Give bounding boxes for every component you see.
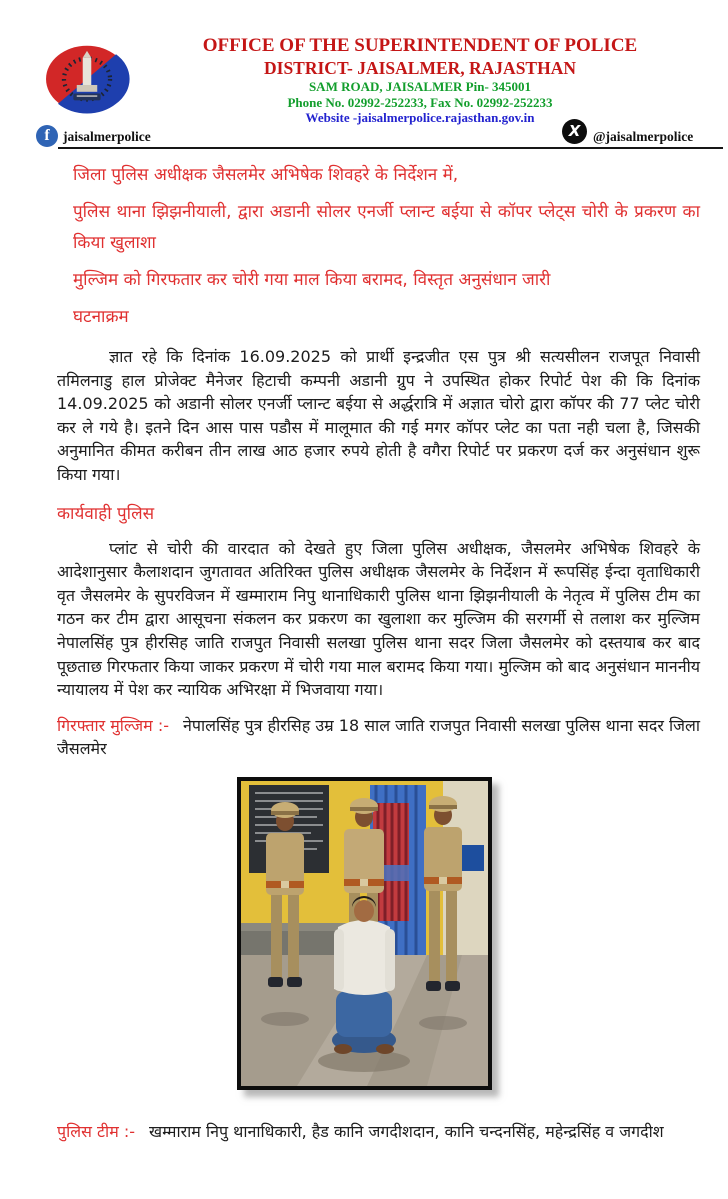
headline-arrest: मुल्जिम को गिरफतार कर चोरी गया माल किया बरामद, विस्तृत अनुसंधान जारी <box>73 270 551 290</box>
district-title: DISTRICT- JAISALMER, RAJASTHAN <box>264 58 576 78</box>
incident-paragraph: ज्ञात रहे कि दिनांक 16.09.2025 को प्रार्थी इन्द्रजीत एस पुत्र श्री सत्यसीलन राजपूत निवासी तमिलनाडु हाल प्रोजेक्ट मैनेजर हिटाची कम्पनी अडानी ग्रुप ने उपस्थित होकर रिपोर्ट पेश की कि दिनांक 14.09.2025 को अडानी सोलर एनर्जी प्लान्ट बईया से अर्द्धरात्रि में अज्ञात चोरो द्वारा कॉपर की 77 प्लेट चोरी कर ले गये है। इतने दिन आस पास पडौस में मालूमात की गई मगर कॉपर प्लेट का पता नही चला है, जिसकी अनुमानित कीमत करीबन तीन लाख आठ हजार रुपये होती है वगैरा रिपोर्ट पर प्रकरण दर्ज कर अनुसंधान शुरू किया गया। <box>57 347 700 484</box>
section-heading-incident: घटनाक्रम <box>73 307 129 327</box>
police-team-line <box>57 1120 700 1144</box>
police-team-label: पुलिस टीम :- <box>57 1121 136 1141</box>
arrested-line <box>57 714 700 761</box>
blue-signboard <box>462 845 484 871</box>
police-action-paragraph: प्लांट से चोरी की वारदात को देखते हुए जिला पुलिस अधीक्षक, जैसलमेर अभिषेक शिवहरे के आदेशानुसार कैलाशदान जुगतावत अतिरिक्त पुलिस अधीक्षक जैसलमेर के निर्देशन में रूपसिंह ईन्दा वृताधिकारी वृत जैसलमेर के सुपरविजन में खम्माराम निपु थानाधिकारी पुलिस थाना झिझनीयाली के नेतृत्व में पुलिस टीम का गठन कर टीम द्वारा आसूचना संकलन कर प्रकरण का खुलाशा कर मुल्जिम की सरगर्मी से तलाश कर मुल्जिम नेपालसिंह पुत्र हीरसिह जाति राजपुत निवासी सलखा पुलिस थाना सदर जिला जैसलमेर को दस्तयाब कर बाद पूछताछ गिरफतार किया जाकर प्रकरण में चोरी गया माल बरामद किया गया। मुल्जिम को बाद अनुसंधान माननीय न्यायालय में पेश कर न्यायिक अभिरक्षा में भिजवाया गया। <box>57 538 700 700</box>
letterhead-title-block <box>130 34 710 126</box>
police-emblem-logo <box>44 44 130 114</box>
arrested-label: गिरफ्तार मुल्जिम :- <box>57 715 170 735</box>
x-twitter-icon[interactable]: X <box>562 119 587 144</box>
arrested-detail: नेपालसिंह पुत्र हीरसिह उम्र 18 साल जाति राजपुत निवासी सलखा पुलिस थाना सदर जिला जैसलमेर <box>57 715 701 759</box>
section-heading-police-action: कार्यवाही पुलिस <box>57 503 155 524</box>
letterhead <box>0 0 728 150</box>
facebook-handle[interactable]: jaisalmerpolice <box>63 129 151 144</box>
office-title: OFFICE OF THE SUPERINTENDENT OF POLICE <box>202 35 638 56</box>
address-line: SAM ROAD, JAISALMER Pin- 345001 <box>308 79 532 94</box>
police-team-detail: खम्माराम निपु थानाधिकारी, हैड कानि जगदीशदान, कानि चन्दनसिंह, महेन्द्रसिंह व जगदीश <box>149 1121 664 1141</box>
phone-fax-line: Phone No. 02992-252233, Fax No. 02992-252233 <box>287 94 553 110</box>
arrest-photo <box>237 777 492 1090</box>
website-line: Website -jaisalmerpolice.rajasthan.gov.in <box>305 110 535 125</box>
x-twitter-handle[interactable]: @jaisalmerpolice <box>593 129 694 144</box>
press-note-body <box>0 160 728 1144</box>
header-divider <box>58 147 723 149</box>
police-emblem-icon <box>44 44 130 114</box>
facebook-icon[interactable]: f <box>36 125 58 147</box>
headline-direction: जिला पुलिस अधीक्षक जैसलमेर अभिषेक शिवहरे के निर्देशन में, <box>73 165 459 185</box>
headline-case: पुलिस थाना झिझनीयाली, द्वारा अडानी सोलर एनर्जी प्लान्ट बईया से कॉपर प्लेट्स चोरी के प्रकरण का किया खुलाशा <box>73 202 700 253</box>
